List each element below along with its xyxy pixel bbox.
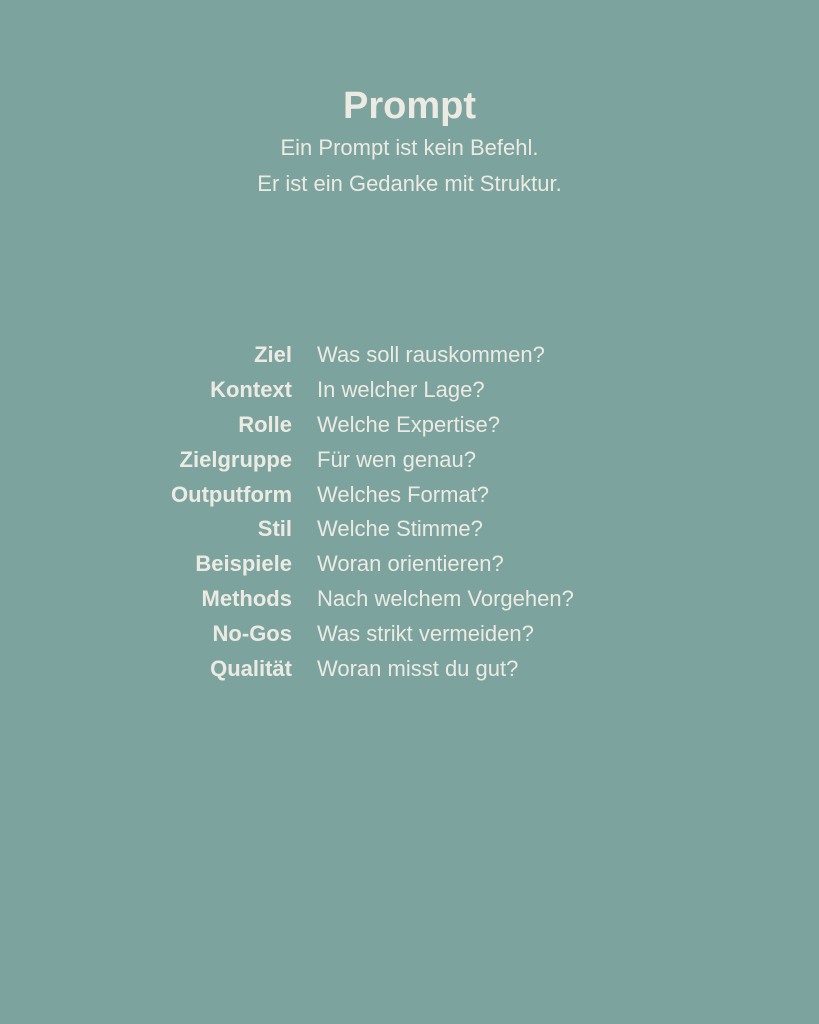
term-question: Was soll rauskommen? xyxy=(317,342,545,367)
term-question: Welche Stimme? xyxy=(317,516,483,542)
term-label: Beispiele xyxy=(195,551,292,577)
term-question: Was strikt vermeiden? xyxy=(317,621,534,647)
list-item-stil xyxy=(0,512,819,547)
list-item-no-gos xyxy=(0,617,819,652)
term-label: Ziel xyxy=(254,342,292,367)
term-label: Stil xyxy=(257,516,292,542)
term-label: Qualität xyxy=(210,656,292,682)
term-question: Woran orientieren? xyxy=(317,551,504,577)
list-item-outputform xyxy=(0,478,819,513)
term-label: Outputform xyxy=(171,481,292,507)
subtitle-line-1: Ein Prompt ist kein Befehl. xyxy=(280,135,539,160)
term-label: No-Gos xyxy=(212,621,292,647)
term-label: Rolle xyxy=(238,411,292,437)
term-label: Zielgruppe xyxy=(179,446,292,472)
prompt-elements-list xyxy=(0,338,819,687)
list-item-qualitaet xyxy=(0,652,819,687)
term-question: Nach welchem Vorgehen? xyxy=(317,586,574,612)
term-question: Welche Expertise? xyxy=(317,411,501,437)
header xyxy=(0,82,819,202)
term-question: Woran misst du gut? xyxy=(317,656,519,682)
subtitle-line-2: Er ist ein Gedanke mit Struktur. xyxy=(257,171,562,196)
term-question: In welcher Lage? xyxy=(317,376,485,402)
term-label: Methods xyxy=(201,586,292,612)
list-item-beispiele xyxy=(0,547,819,582)
term-question: Für wen genau? xyxy=(317,446,476,472)
list-item-rolle xyxy=(0,408,819,443)
term-label: Kontext xyxy=(210,376,292,402)
list-item-kontext xyxy=(0,373,819,408)
term-question: Welches Format? xyxy=(317,481,489,507)
list-item-methods xyxy=(0,582,819,617)
list-item-ziel xyxy=(0,338,819,373)
list-item-zielgruppe xyxy=(0,443,819,478)
page-title: Prompt xyxy=(343,85,476,127)
